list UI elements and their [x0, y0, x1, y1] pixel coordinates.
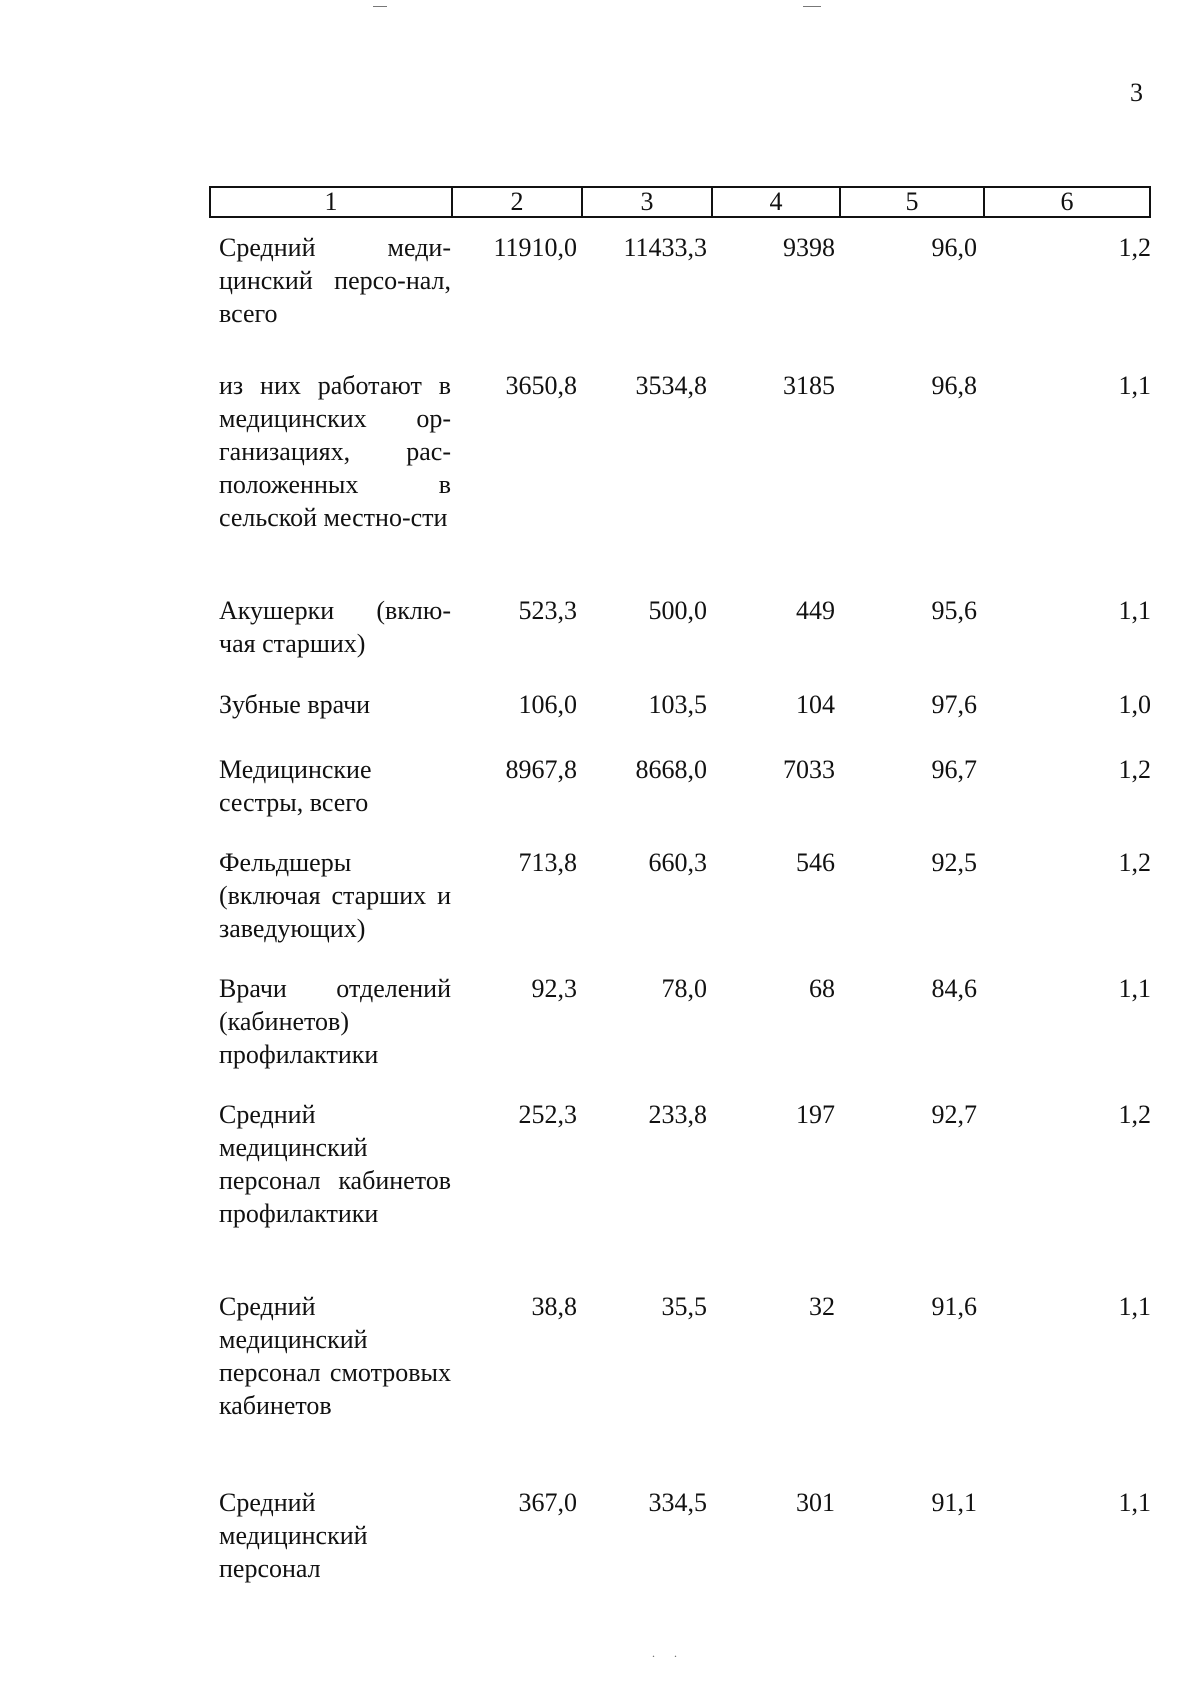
cell-value: 8668,0 — [635, 755, 707, 784]
table-header — [209, 186, 1151, 218]
cell-value: 252,3 — [518, 1100, 577, 1129]
row-label: Фельдшеры (включая старших и заведующих) — [219, 848, 451, 943]
cell-value: 3534,8 — [635, 371, 707, 400]
cell-value: 96,7 — [931, 755, 977, 784]
cell-value: 68 — [809, 974, 835, 1003]
cell-value: 96,8 — [931, 371, 977, 400]
cell-value: 1,1 — [1118, 1488, 1151, 1517]
column-header: 4 — [713, 188, 841, 216]
row-label: Врачи отделений (кабинетов) профилактики — [219, 974, 451, 1069]
cell-value: 92,7 — [931, 1100, 977, 1129]
cell-value: 500,0 — [648, 596, 707, 625]
cell-value: 106,0 — [518, 690, 577, 719]
cell-value: 96,0 — [931, 233, 977, 262]
cell-value: 84,6 — [931, 974, 977, 1003]
cell-value: 97,6 — [931, 690, 977, 719]
cell-value: 713,8 — [518, 848, 577, 877]
cell-value: 92,3 — [531, 974, 577, 1003]
cell-value: 197 — [796, 1100, 835, 1129]
cell-value: 91,1 — [931, 1488, 977, 1517]
cell-value: 660,3 — [648, 848, 707, 877]
cell-value: 9398 — [783, 233, 835, 262]
cell-value: 1,2 — [1118, 233, 1151, 262]
cell-value: 92,5 — [931, 848, 977, 877]
cell-value: 3650,8 — [505, 371, 577, 400]
cell-value: 1,2 — [1118, 1100, 1151, 1129]
cell-value: 449 — [796, 596, 835, 625]
cell-value: 11910,0 — [493, 233, 577, 262]
row-label: Средний медицинский персонал смотровых кабинетов — [219, 1292, 451, 1420]
cell-value: 1,1 — [1118, 596, 1151, 625]
cell-value: 523,3 — [518, 596, 577, 625]
cell-value: 78,0 — [661, 974, 707, 1003]
scan-mark — [803, 6, 821, 7]
cell-value: 38,8 — [531, 1292, 577, 1321]
row-label: Зубные врачи — [219, 690, 371, 719]
scan-dots: . . — [652, 1646, 685, 1660]
row-label: Медицинские сестры, всего — [219, 755, 372, 817]
column-header: 5 — [841, 188, 985, 216]
cell-value: 1,2 — [1118, 848, 1151, 877]
cell-value: 3185 — [783, 371, 835, 400]
cell-value: 32 — [809, 1292, 835, 1321]
cell-value: 1,2 — [1118, 755, 1151, 784]
column-header: 1 — [211, 188, 453, 216]
row-label: Средний меди-цинский персо-нал, всего — [219, 233, 451, 328]
column-header: 3 — [583, 188, 713, 216]
column-header: 6 — [1060, 187, 1074, 216]
cell-value: 1,1 — [1118, 974, 1151, 1003]
row-label: Средний медицинский персонал кабинетов профилактики — [219, 1100, 451, 1228]
cell-value: 1,0 — [1118, 690, 1151, 719]
cell-value: 1,1 — [1118, 371, 1151, 400]
cell-value: 35,5 — [661, 1292, 707, 1321]
column-header: 2 — [453, 188, 583, 216]
cell-value: 546 — [796, 848, 835, 877]
cell-value: 233,8 — [648, 1100, 707, 1129]
row-label: Средний медицинский персонал — [219, 1488, 368, 1583]
cell-value: 334,5 — [648, 1488, 707, 1517]
cell-value: 301 — [796, 1488, 835, 1517]
cell-value: 11433,3 — [623, 233, 707, 262]
cell-value: 95,6 — [931, 596, 977, 625]
row-label: из них работают в медицинских ор-ганизациях, рас-положенных в сельской местно-сти — [219, 371, 451, 532]
cell-value: 91,6 — [931, 1292, 977, 1321]
cell-value: 103,5 — [648, 690, 707, 719]
cell-value: 8967,8 — [505, 755, 577, 784]
page-number: 3 — [1130, 78, 1143, 107]
cell-value: 7033 — [783, 755, 835, 784]
row-label: Акушерки (вклю-чая старших) — [219, 596, 451, 658]
scan-mark — [373, 6, 387, 7]
cell-value: 367,0 — [518, 1488, 577, 1517]
cell-value: 104 — [796, 690, 835, 719]
cell-value: 1,1 — [1118, 1292, 1151, 1321]
